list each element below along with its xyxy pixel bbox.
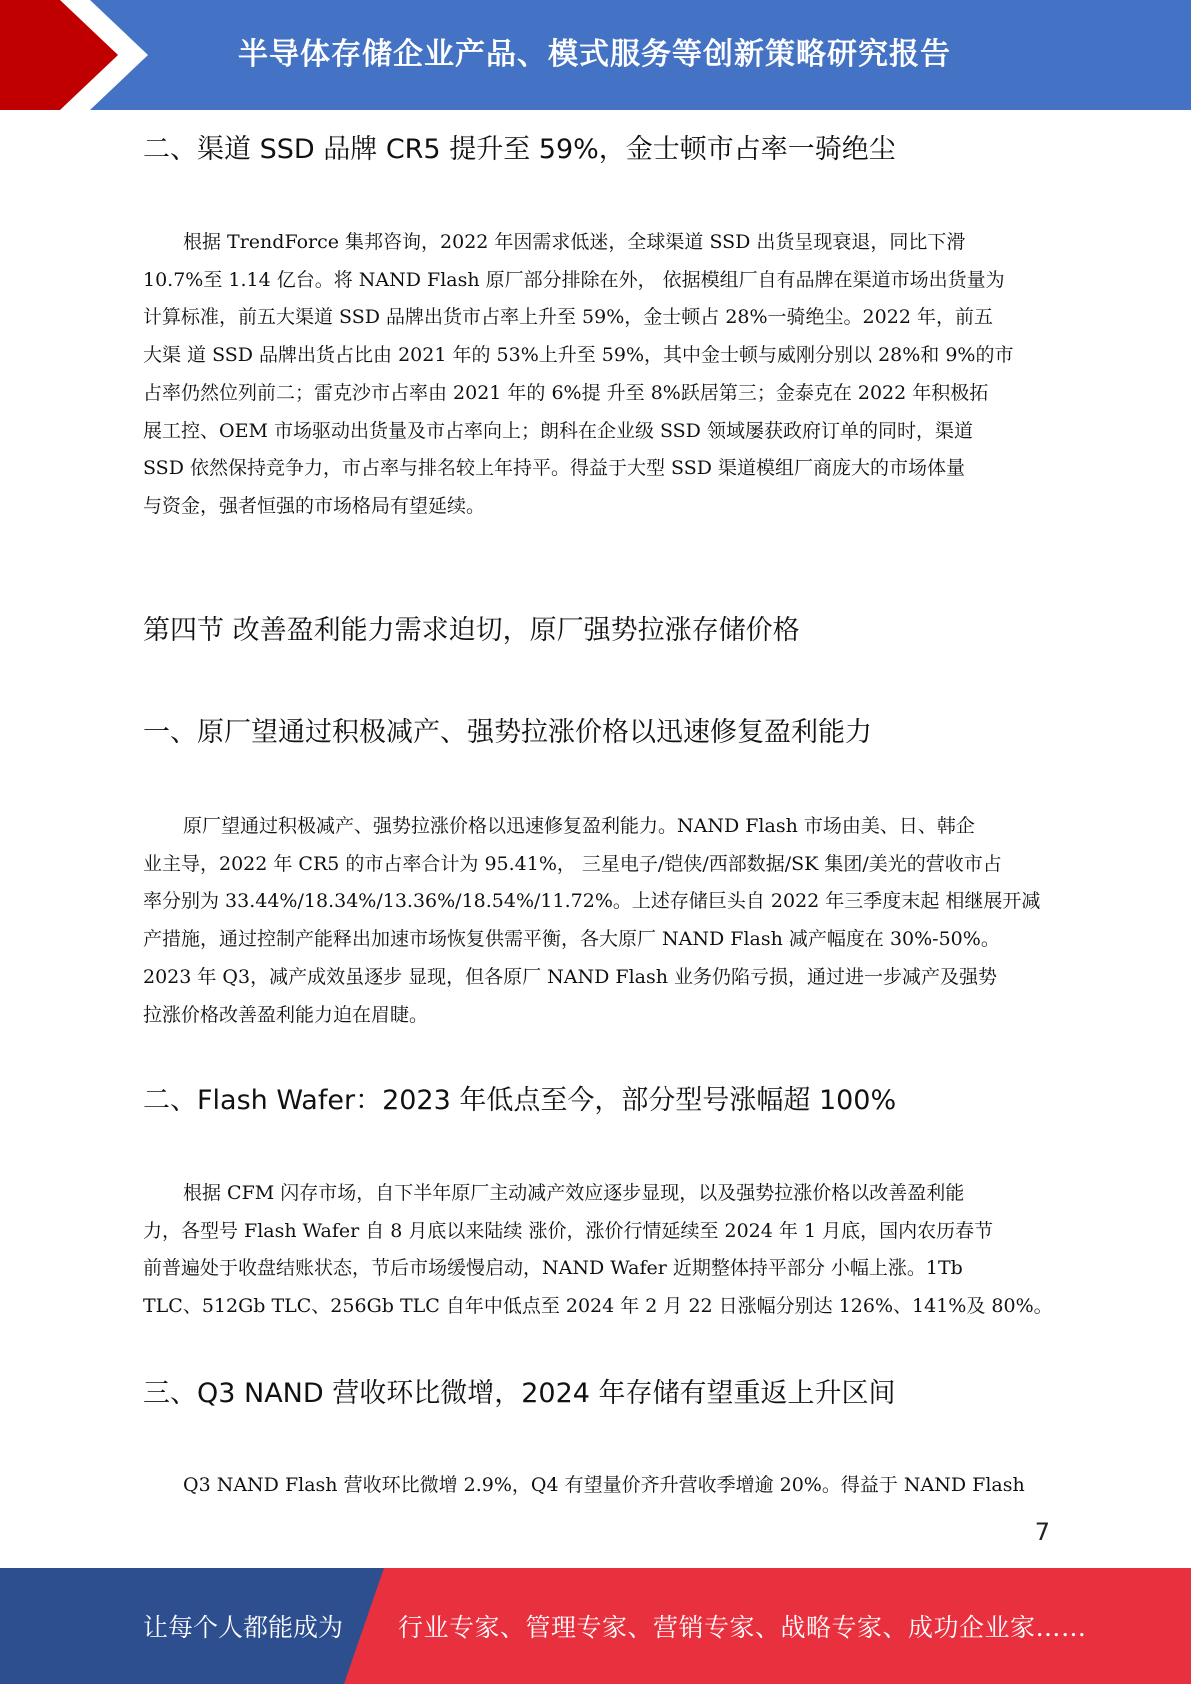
report-title: 半导体存储企业产品、模式服务等创新策略研究报告	[238, 37, 951, 72]
section-heading: 二、Flash Wafer：2023 年低点至今，部分型号涨幅超 100%	[143, 1085, 897, 1116]
paragraph-line: 2023 年 Q3，减产成效虽逐步 显现，但各原厂 NAND Flash 业务仍陷亏损，通过进一步减产及强势	[143, 965, 998, 988]
section-heading: 一、原厂望通过积极减产、强势拉涨价格以迅速修复盈利能力	[143, 717, 872, 748]
paragraph-line: 计算标准，前五大渠道 SSD 品牌出货市占率上升至 59%，金士顿占 28%一骑绝尘。2022 年，前五	[143, 306, 993, 329]
footer-banner	[0, 1568, 1191, 1684]
paragraph-line: 10.7%至 1.14 亿台。将 NAND Flash 原厂部分排除在外， 依据模组厂自有品牌在渠道市场出货量为	[143, 268, 1005, 291]
chevron-arrow-icon	[0, 0, 150, 110]
paragraph-line: SSD 依然保持竞争力，市占率与排名较上年持平。得益于大型 SSD 渠道模组厂商庞大的市场体量	[143, 457, 965, 480]
section-heading: 三、Q3 NAND 营收环比微增，2024 年存储有望重返上升区间	[143, 1378, 896, 1409]
paragraph-line: 占率仍然位列前二；雷克沙市占率由 2021 年的 6%提 升至 8%跃居第三；金泰克在 2022 年积极拓	[143, 381, 989, 404]
paragraph-line: TLC、512Gb TLC、256Gb TLC 自年中低点至 2024 年 2 月 22 日涨幅分别达 126%、141%及 80%。	[143, 1295, 1053, 1318]
section-heading: 二、渠道 SSD 品牌 CR5 提升至 59%，金士顿市占率一骑绝尘	[143, 134, 896, 165]
footer-expert-list: 行业专家、管理专家、营销专家、战略专家、成功企业家……	[398, 1613, 1087, 1642]
paragraph-line: 展工控、OEM 市场驱动出货量及市占率向上；朗科在企业级 SSD 领域屡获政府订单的同时，渠道	[143, 419, 973, 442]
paragraph-line: 与资金，强者恒强的市场格局有望延续。	[143, 494, 486, 517]
header-banner	[0, 0, 1191, 110]
chapter-heading: 第四节 改善盈利能力需求迫切，原厂强势拉涨存储价格	[143, 615, 800, 646]
paragraph-line: 业主导，2022 年 CR5 的市占率合计为 95.41%， 三星电子/铠侠/西部数据/SK 集团/美光的营收市占	[143, 852, 1002, 875]
paragraph-line: Q3 NAND Flash 营收环比微增 2.9%，Q4 有望量价齐升营收季增逾 20%。得益于 NAND Flash	[183, 1474, 1025, 1496]
paragraph-line: 拉涨价格改善盈利能力迫在眉睫。	[143, 1003, 429, 1026]
section-paragraph	[143, 808, 1048, 1034]
paragraph-line: 产措施，通过控制产能释出加速市场恢复供需平衡，各大原厂 NAND Flash 减产幅度在 30%-50%。	[143, 928, 1000, 951]
section-paragraph	[143, 1467, 1048, 1505]
section-paragraph	[143, 224, 1048, 526]
section-paragraph	[143, 1175, 1053, 1326]
paragraph-line: 根据 CFM 闪存市场，自下半年原厂主动减产效应逐步显现，以及强势拉涨价格以改善盈利能	[183, 1182, 965, 1204]
paragraph-line: 率分别为 33.44%/18.34%/13.36%/18.54%/11.72%。上述存储巨头自 2022 年三季度末起 相继展开减	[143, 890, 1041, 913]
paragraph-line: 前普遍处于收盘结账状态，节后市场缓慢启动，NAND Wafer 近期整体持平部分 小幅上涨。1Tb	[143, 1257, 963, 1280]
page-number: 7	[1034, 1518, 1050, 1546]
paragraph-line: 大渠 道 SSD 品牌出货占比由 2021 年的 53%上升至 59%，其中金士顿与威刚分别以 28%和 9%的市	[143, 344, 1014, 367]
paragraph-line: 根据 TrendForce 集邦咨询，2022 年因需求低迷，全球渠道 SSD 出货呈现衰退，同比下滑	[183, 231, 966, 253]
footer-slogan: 让每个人都能成为	[143, 1613, 344, 1642]
paragraph-line: 力，各型号 Flash Wafer 自 8 月底以来陆续 涨价，涨价行情延续至 2024 年 1 月底，国内农历春节	[143, 1219, 994, 1242]
paragraph-line: 原厂望通过积极减产、强势拉涨价格以迅速修复盈利能力。NAND Flash 市场由美、日、韩企	[183, 815, 975, 837]
